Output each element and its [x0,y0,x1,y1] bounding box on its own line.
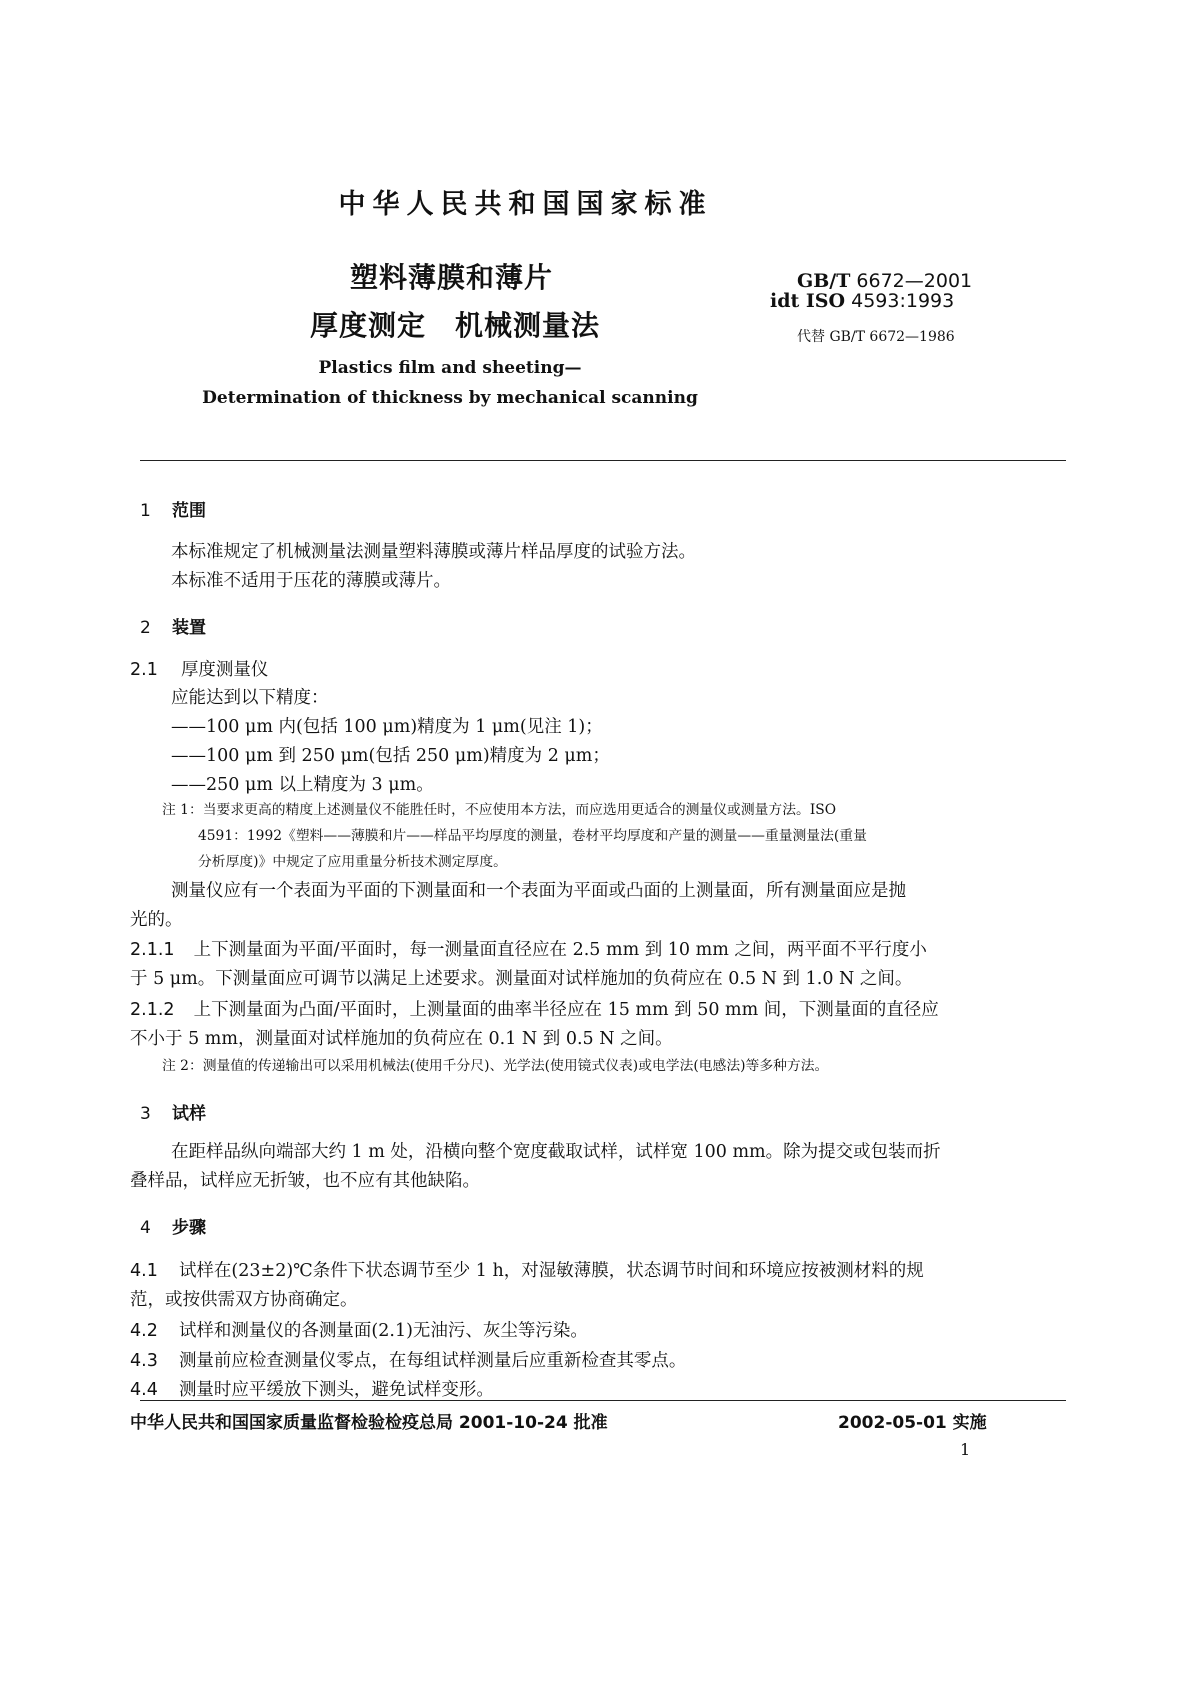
paragraph: 本标准规定了机械测量法测量塑料薄膜或薄片样品厚度的试验方法。 [171,542,696,562]
section-title: 范围 [172,501,206,521]
section-number: 1 [140,501,151,521]
clause-4-4 [130,1375,494,1406]
paragraph: 测量仪应有一个表面为平面的下测量面和一个表面为平面或凸面的上测量面，所有测量面应是抛 [171,881,906,901]
replaces-code: 代替 GB/T 6672—1986 [797,329,955,345]
section-title: 步骤 [172,1218,206,1238]
note-1-line: 4591：1992《塑料——薄膜和片——样品平均厚度的测量，卷材平均厚度和产量的测量——重量测量法(重量 [198,828,867,844]
title-en-line2: Determination of thickness by mechanical scanning [202,388,698,408]
section-3-heading [140,1099,206,1124]
title-cn-line1: 塑料薄膜和薄片 [350,261,554,294]
idt-code-prefix: idt ISO [770,290,846,312]
standard-type-heading: 中华人民共和国国家标准 [338,189,713,220]
clause-number: 2.1 [130,660,158,680]
clause-title: 厚度测量仪 [180,660,269,680]
clause-number: 2.1.1 [130,940,175,960]
standard-code-number: 6672—2001 [856,270,973,292]
section-number: 3 [140,1104,151,1124]
clause-4-1 [130,1256,924,1287]
paragraph: 于 5 μm。下测量面应可调节以满足上述要求。测量面对试样施加的负荷应在 0.5 N 到 1.0 N 之间。 [130,969,913,989]
list-item: ——100 μm 内(包括 100 μm)精度为 1 μm(见注 1)； [171,717,603,737]
paragraph: 叠样品，试样应无折皱，也不应有其他缺陷。 [130,1171,480,1191]
clause-2-1-2 [130,995,939,1026]
header-divider [140,460,1066,461]
clause-4-3 [130,1346,686,1377]
paragraph: 本标准不适用于压花的薄膜或薄片。 [171,571,451,591]
clause-text: 试样在(23±2)℃条件下状态调节至少 1 h，对湿敏薄膜，状态调节时间和环境应按被测材料的规 [178,1261,924,1281]
section-number: 2 [140,618,151,638]
clause-number: 2.1.2 [130,1000,175,1020]
page-number: 1 [960,1440,971,1459]
approval-line: 中华人民共和国国家质量监督检验检疫总局 2001-10-24 批准 [130,1413,608,1433]
paragraph: 不小于 5 mm，测量面对试样施加的负荷应在 0.1 N 到 0.5 N 之间。 [130,1029,673,1049]
clause-text: 试样和测量仪的各测量面(2.1)无油污、灰尘等污染。 [178,1321,588,1341]
section-2-heading [140,613,206,638]
precision-intro: 应能达到以下精度： [171,688,329,708]
clause-number: 4.1 [130,1261,158,1281]
clause-text: 上下测量面为平面/平面时，每一测量面直径应在 2.5 mm 到 10 mm 之间，两平面不平行度小 [193,940,927,960]
clause-text: 上下测量面为凸面/平面时，上测量面的曲率半径应在 15 mm 到 50 mm 间，下测量面的直径应 [193,1000,939,1020]
note-1-line: 注 1：当要求更高的精度上述测量仪不能胜任时，不应使用本方法，而应选用更适合的测量仪或测量方法。ISO [162,802,837,818]
clause-text: 测量时应平缓放下测头，避免试样变形。 [178,1380,494,1400]
list-item: ——250 μm 以上精度为 3 μm。 [171,775,434,795]
footer-divider [140,1400,1066,1401]
clause-number: 4.4 [130,1380,158,1400]
section-title: 试样 [172,1104,206,1124]
clause-number: 4.2 [130,1321,158,1341]
implementation-date: 2002-05-01 实施 [838,1413,987,1433]
idt-code-number: 4593:1993 [851,290,955,312]
section-number: 4 [140,1218,151,1238]
note-1-line: 分析厚度)》中规定了应用重量分析技术测定厚度。 [198,854,507,870]
clause-number: 4.3 [130,1351,158,1371]
clause-4-2 [130,1316,588,1347]
title-en-line1: Plastics film and sheeting— [318,358,582,378]
standard-code [797,270,972,292]
clause-text: 测量前应检查测量仪零点，在每组试样测量后应重新检查其零点。 [178,1351,687,1371]
paragraph: 光的。 [130,910,183,930]
note-2: 注 2：测量值的传递输出可以采用机械法(使用千分尺)、光学法(使用镜式仪表)或电学法(电感法)等多种方法。 [162,1058,829,1074]
idt-code [770,290,954,312]
section-4-heading [140,1213,206,1238]
section-title: 装置 [172,618,206,638]
section-1-heading [140,496,206,521]
paragraph: 范，或按供需双方协商确定。 [130,1290,358,1310]
standard-code-prefix: GB/T [797,270,851,292]
title-cn-line2: 厚度测定 机械测量法 [310,309,601,342]
paragraph: 在距样品纵向端部大约 1 m 处，沿横向整个宽度截取试样，试样宽 100 mm。除为提交或包装而折 [171,1142,941,1162]
clause-2-1-1 [130,935,927,966]
list-item: ——100 μm 到 250 μm(包括 250 μm)精度为 2 μm； [171,746,610,766]
clause-2-1-heading [130,655,268,686]
